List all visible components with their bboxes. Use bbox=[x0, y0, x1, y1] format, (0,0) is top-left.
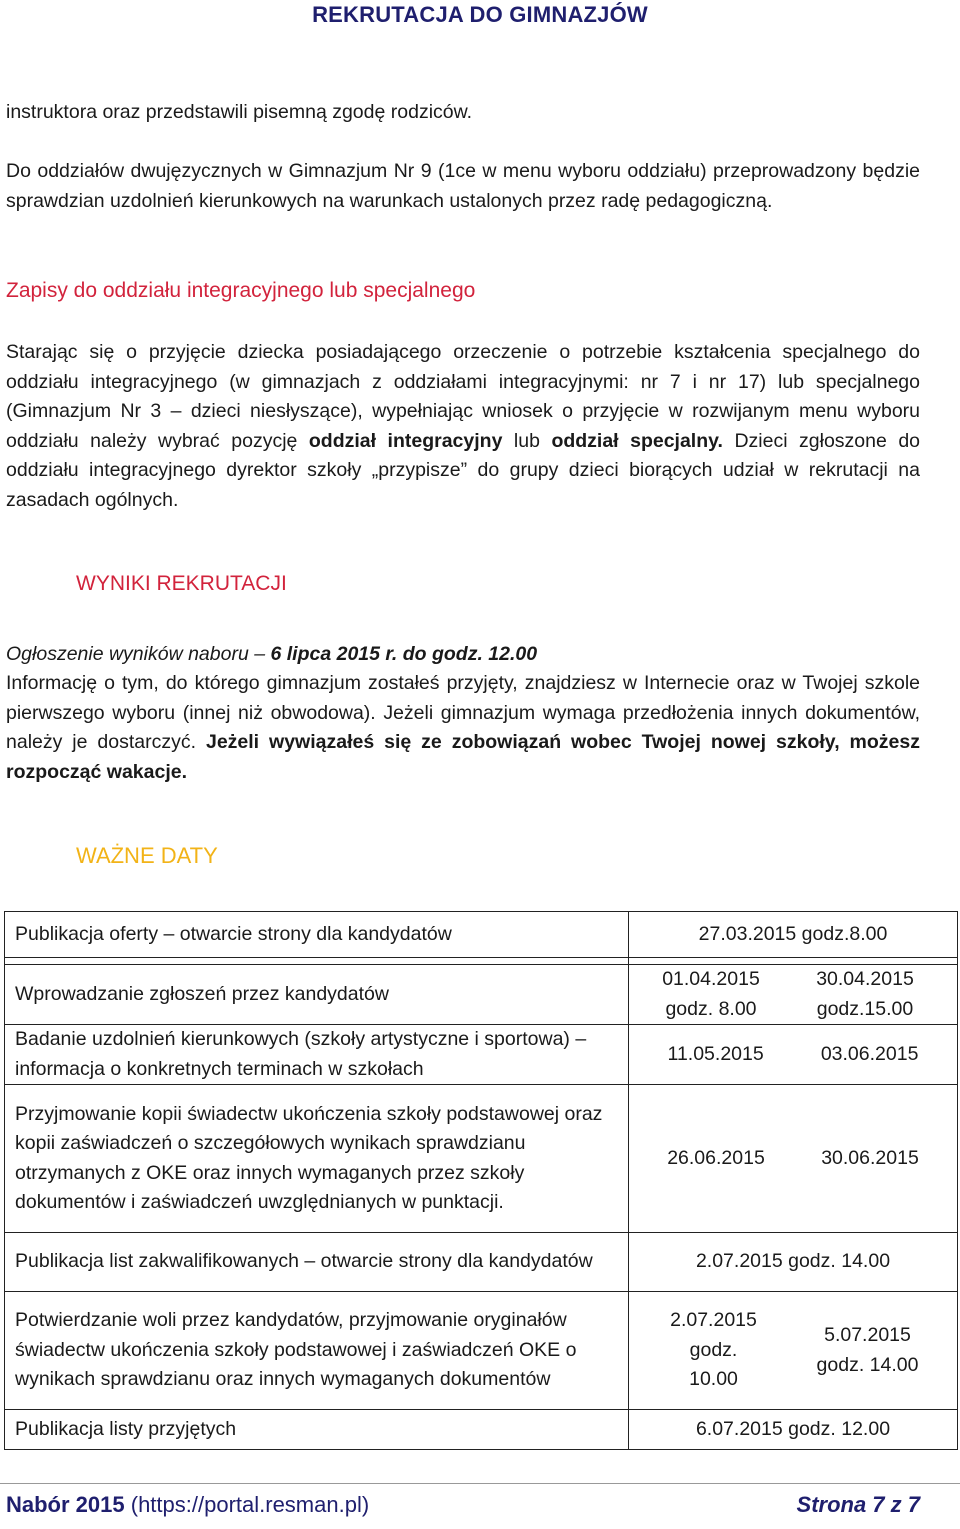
footer-url: (https://portal.resman.pl) bbox=[124, 1492, 370, 1517]
results-paragraph bbox=[6, 669, 920, 787]
date-to: 30.04.2015 godz.15.00 bbox=[816, 968, 914, 1020]
results-announce-bold: 6 lipca 2015 r. do godz. 12.00 bbox=[270, 643, 538, 665]
results-announce-italic: Ogłoszenie wyników naboru – bbox=[6, 643, 271, 665]
date-to: 30.06.2015 bbox=[821, 1146, 919, 1169]
date-from: 01.04.2015 godz. 8.00 bbox=[662, 968, 760, 1020]
date-from: 26.06.2015 bbox=[667, 1146, 765, 1169]
table-row bbox=[5, 1025, 958, 1085]
date-to: 5.07.2015 godz. 14.00 bbox=[816, 1324, 919, 1376]
footer-left-bold: Nabór 2015 bbox=[6, 1492, 125, 1517]
results-bold-a: Jeżeli wywiązałeś się ze zobowiązań wobec Twojej nowej szkoły, możesz rozpocząć wakacje. bbox=[6, 731, 920, 783]
date-desc: Publikacja listy przyjętych bbox=[5, 1410, 629, 1450]
results-text-a: Informację o tym, do którego gimnazjum zostałeś przyjęty, znajdziesz w Internecie oraz w Twojej szkole pierwszego wyboru (innej niż obwodowa). Jeżeli gimnazjum wymaga przedłożenia innych dokumentów, należy je dostarczyć. bbox=[6, 672, 920, 753]
results-announcement bbox=[6, 640, 920, 670]
integration-text-b: lub bbox=[502, 429, 552, 452]
integration-text-a: Starając się o przyjęcie dziecka posiadającego orzeczenie o potrzebie kształcenia specjalnego do oddziału integracyjnego (w gimnazjach z oddziałami integracyjnymi: nr 7 i nr 17) lub specjalnego (Gimnazjum Nr 3 – dzieci niesłyszące), wypełniając wniosek o przyjęcie w rozwijanym menu wyboru oddziału należy wybrać pozycję bbox=[6, 341, 920, 452]
table-row bbox=[5, 965, 958, 1025]
table-gap bbox=[5, 958, 958, 965]
date-from: 2.07.2015 godz. 10.00 bbox=[670, 1309, 757, 1391]
table-row bbox=[5, 1410, 958, 1450]
date-value: 27.03.2015 godz.8.00 bbox=[629, 912, 958, 958]
table-row bbox=[5, 1233, 958, 1292]
date-desc: Publikacja list zakwalifikowanych – otwarcie strony dla kandydatów bbox=[5, 1233, 629, 1292]
integration-paragraph bbox=[6, 338, 920, 515]
results-heading: WYNIKI REKRUTACJI bbox=[76, 572, 287, 595]
date-desc: Przyjmowanie kopii świadectw ukończenia szkoły podstawowej oraz kopii zaświadczeń o szczegółowych wynikach sprawdzianu otrzymanych z OKE oraz innych wymaganych przez szkoły dokumentów i zaświadczeń uwzględnianych w punktacji. bbox=[5, 1085, 629, 1233]
date-value: 6.07.2015 godz. 12.00 bbox=[629, 1410, 958, 1450]
footer-divider bbox=[0, 1483, 960, 1484]
integration-text-c: Dzieci zgłoszone do oddziału integracyjnego dyrektor szkoły „przypisze” do grupy dzieci biorących udział w rekrutacji na zasadach ogólnych. bbox=[6, 429, 921, 511]
dates-heading: WAŻNE DATY bbox=[76, 843, 218, 868]
integration-bold-b: oddział specjalny. bbox=[551, 429, 723, 452]
date-desc: Publikacja oferty – otwarcie strony dla kandydatów bbox=[5, 912, 629, 958]
integration-bold-a: oddział integracyjny bbox=[308, 429, 503, 452]
date-desc: Wprowadzanie zgłoszeń przez kandydatów bbox=[5, 965, 629, 1025]
intro-paragraph-1: instruktora oraz przedstawili pisemną zgodę rodziców. bbox=[6, 101, 473, 123]
date-desc: Badanie uzdolnień kierunkowych (szkoły artystyczne i sportowa) – informacja o konkretnych terminach w szkołach bbox=[5, 1025, 629, 1085]
table-row bbox=[5, 1085, 958, 1233]
date-to: 03.06.2015 bbox=[820, 1042, 919, 1065]
intro-paragraph-2: Do oddziałów dwujęzycznych w Gimnazjum Nr 9 (1ce w menu wyboru oddziału) przeprowadzony będzie sprawdzian uzdolnień kierunkowych na warunkach ustalonych przez radę pedagogiczną. bbox=[6, 160, 920, 212]
page-header-title: REKRUTACJA DO GIMNAZJÓW bbox=[312, 2, 648, 27]
date-value: 2.07.2015 godz. 14.00 bbox=[629, 1233, 958, 1292]
table-row bbox=[5, 912, 958, 958]
integration-heading: Zapisy do oddziału integracyjnego lub specjalnego bbox=[6, 279, 476, 302]
table-row bbox=[5, 1292, 958, 1410]
date-desc: Potwierdzanie woli przez kandydatów, przyjmowanie oryginałów świadectw ukończenia szkoły podstawowej i zaświadczeń OKE o wynikach sprawdzianu oraz innych wymaganych dokumentów bbox=[5, 1292, 629, 1410]
date-from: 11.05.2015 bbox=[667, 1042, 764, 1065]
footer-left bbox=[6, 1492, 369, 1518]
dates-table bbox=[4, 911, 958, 1450]
footer-page-number: Strona 7 z 7 bbox=[796, 1492, 920, 1517]
